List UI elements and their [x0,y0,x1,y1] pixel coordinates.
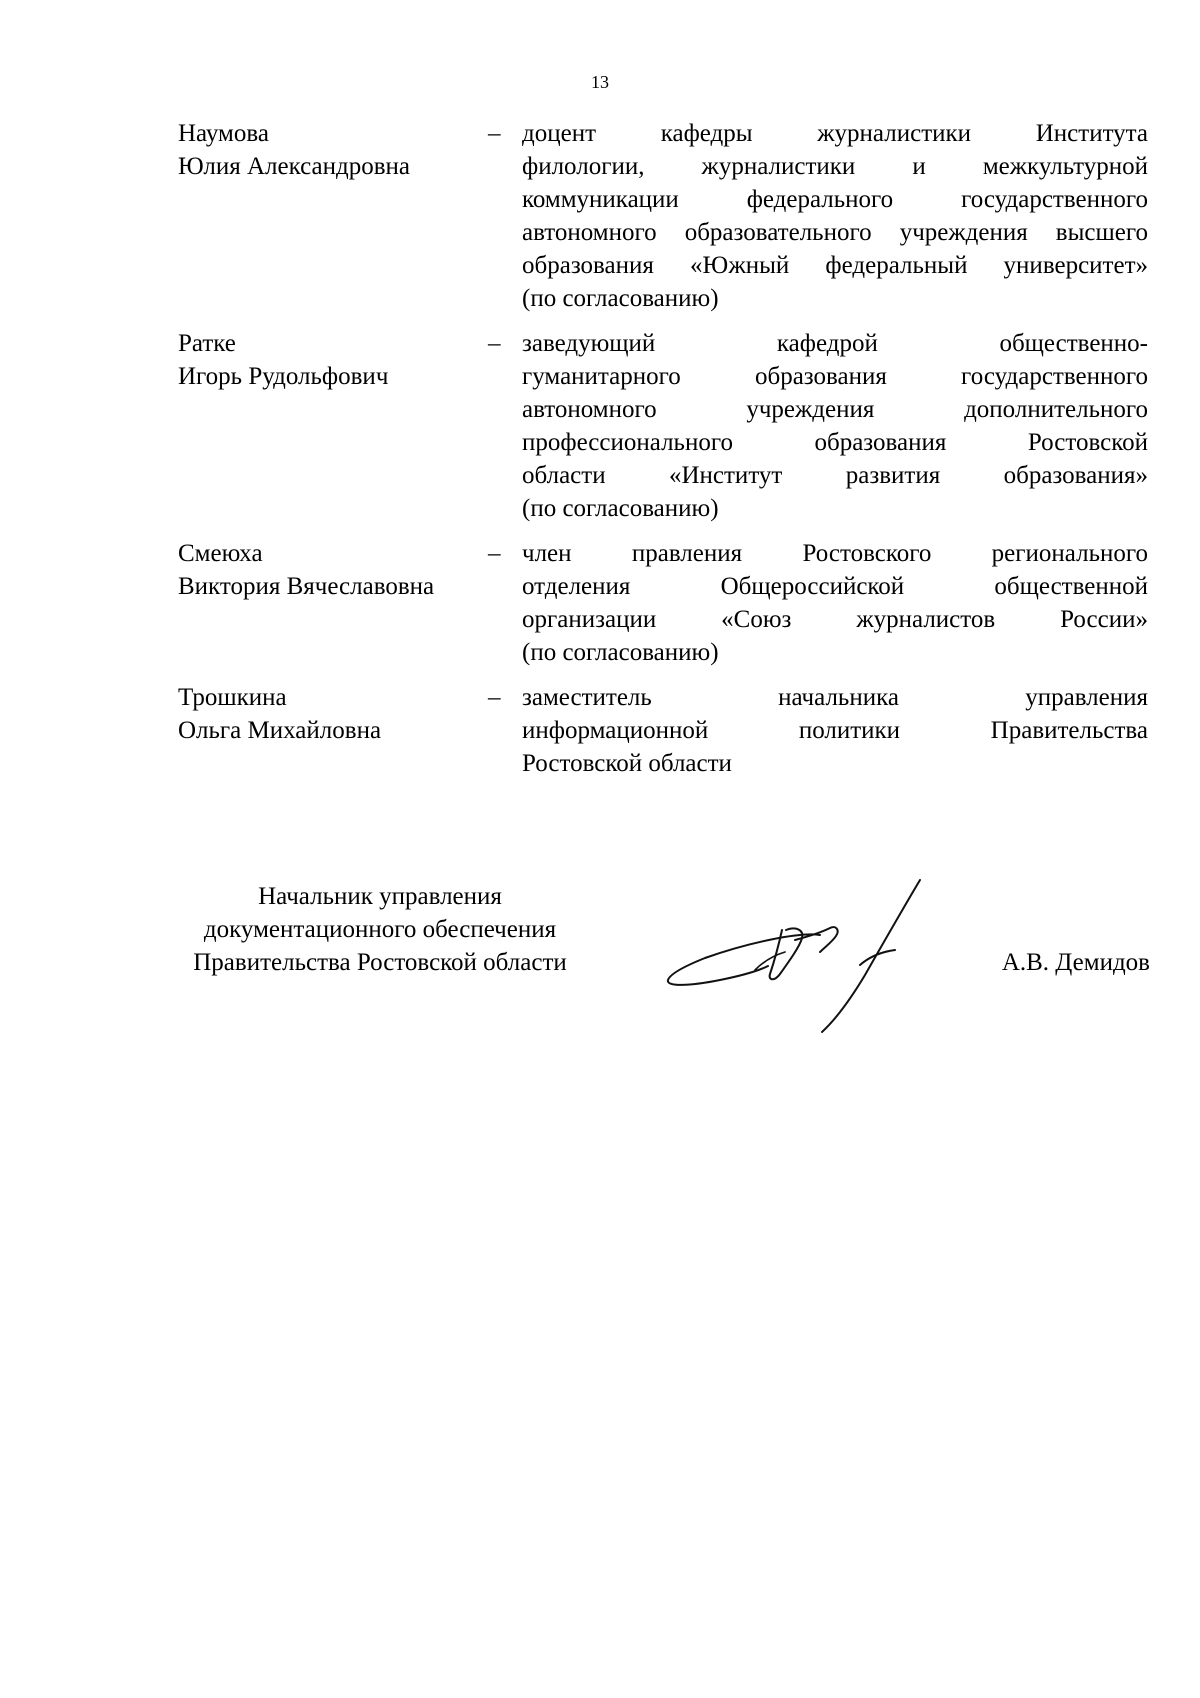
position-line: (по согласованию) [522,639,719,666]
position-line: доцент кафедры журналистики Института [522,120,1148,147]
member-row [178,537,1148,669]
position-line: (по согласованию) [522,495,719,522]
position-line: профессионального образования Ростовской [522,429,1148,456]
member-given-names: Виктория Вячеславовна [178,573,435,600]
position-line: автономного образовательного учреждения высшего [522,219,1148,246]
dash-separator: – [488,330,501,357]
position-line: заведующий кафедрой общественно- [522,330,1148,357]
position-line: член правления Ростовского регионального [522,540,1148,567]
position-line: области «Институт развития образования» [522,462,1148,489]
position-line: гуманитарного образования государственного [522,363,1148,390]
position-line: автономного учреждения дополнительного [522,396,1148,423]
signer-title-line: Начальник управления [258,883,502,910]
member-position [522,117,1148,315]
member-surname: Наумова [178,120,269,147]
signer-name: А.В. Демидов [1001,949,1150,976]
position-line: организации «Союз журналистов России» [522,606,1148,633]
member-name [178,681,488,747]
member-row [178,327,1148,525]
member-name [178,537,488,603]
member-name [178,327,488,393]
member-position [522,327,1148,525]
signer-title [160,880,600,979]
member-given-names: Юлия Александровна [178,153,410,180]
member-surname: Ратке [178,330,236,357]
member-row [178,117,1148,315]
member-given-names: Игорь Рудольфович [178,363,389,390]
member-position [522,681,1148,780]
member-position [522,537,1148,669]
position-line: отделения Общероссийской общественной [522,573,1148,600]
dash-separator: – [488,540,501,567]
signature-block [160,880,1150,1050]
position-line: филологии, журналистики и межкультурной [522,153,1148,180]
position-line: (по согласованию) [522,285,719,312]
page-number: 13 [591,72,609,92]
member-row [178,681,1148,780]
member-surname: Смеюха [178,540,263,567]
position-line: Ростовской области [522,750,732,777]
member-name [178,117,488,183]
dash-separator: – [488,120,501,147]
position-line: информационной политики Правительства [522,717,1148,744]
commission-members-list [178,117,1148,792]
position-line: коммуникации федерального государственного [522,186,1148,213]
handwritten-signature [650,870,950,1040]
signer-title-line: документационного обеспечения [203,916,557,943]
member-surname: Трошкина [178,684,287,711]
member-given-names: Ольга Михайловна [178,717,382,744]
position-line: образования «Южный федеральный университет» [522,252,1148,279]
position-line: заместитель начальника управления [522,684,1148,711]
dash-separator: – [488,684,501,711]
signer-title-line: Правительства Ростовской области [193,949,567,976]
